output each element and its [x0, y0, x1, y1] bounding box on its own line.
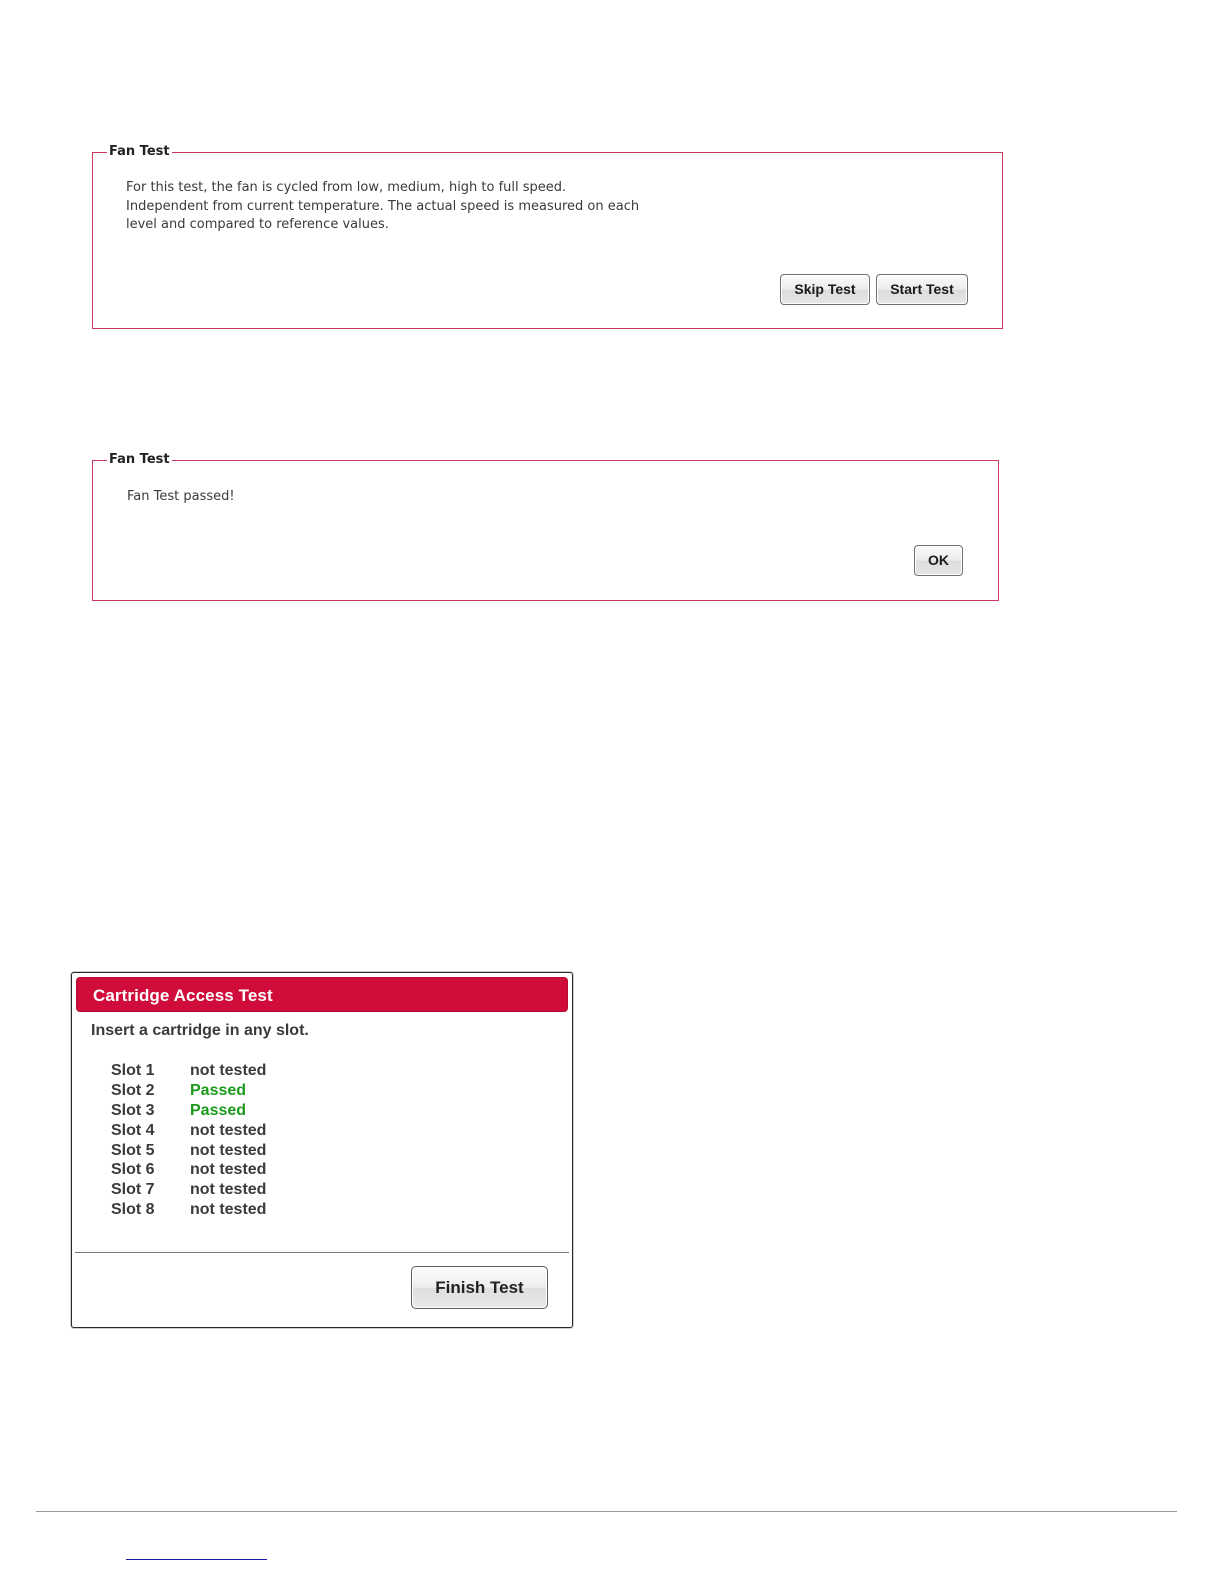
- dialog-title: Cartridge Access Test: [93, 986, 273, 1005]
- slot-status: not tested: [190, 1181, 267, 1199]
- slot-name: Slot 4: [111, 1121, 155, 1139]
- skip-test-button[interactable]: Skip Test: [780, 274, 870, 305]
- slot-status: not tested: [190, 1161, 267, 1179]
- footer-divider: [36, 1511, 1177, 1512]
- slot-status: not tested: [190, 1121, 267, 1139]
- slot-status: not tested: [190, 1201, 267, 1219]
- finish-test-button[interactable]: Finish Test: [411, 1266, 548, 1309]
- slot-status: not tested: [190, 1062, 267, 1079]
- slot-status: Passed: [190, 1081, 247, 1099]
- ok-button[interactable]: OK: [914, 545, 963, 576]
- fan-test-result-message: Fan Test passed!: [127, 489, 235, 504]
- fan-test-description-line: For this test, the fan is cycled from low, medium, high to full speed.: [126, 180, 567, 195]
- slot-name: Slot 6: [111, 1161, 155, 1179]
- slot-name: Slot 3: [111, 1101, 155, 1119]
- footer-link-underline[interactable]: [126, 1559, 267, 1560]
- dialog-instruction: Insert a cartridge in any slot.: [91, 1022, 309, 1039]
- slot-name: Slot 8: [111, 1201, 155, 1219]
- fan-test-description: [126, 179, 639, 235]
- dialog-divider: [75, 1252, 569, 1253]
- slot-name: Slot 7: [111, 1181, 155, 1199]
- fan-test-description-line: Independent from current temperature. The actual speed is measured on each: [126, 198, 640, 214]
- fan-test-intro-panel: [92, 144, 1003, 329]
- cartridge-access-test-dialog: [71, 972, 573, 1328]
- fan-test-result-legend: Fan Test: [109, 452, 170, 467]
- slot-status: not tested: [190, 1141, 267, 1159]
- fan-test-intro-legend: Fan Test: [109, 144, 170, 159]
- start-test-button[interactable]: Start Test: [876, 274, 968, 305]
- slot-name: Slot 1: [111, 1062, 155, 1079]
- fan-test-description-line: level and compared to reference values.: [126, 217, 389, 232]
- dialog-header: [76, 977, 568, 1012]
- slot-name: Slot 2: [111, 1081, 155, 1099]
- slot-name: Slot 5: [111, 1141, 155, 1159]
- slot-status: Passed: [190, 1101, 247, 1119]
- fan-test-result-panel: [92, 452, 999, 601]
